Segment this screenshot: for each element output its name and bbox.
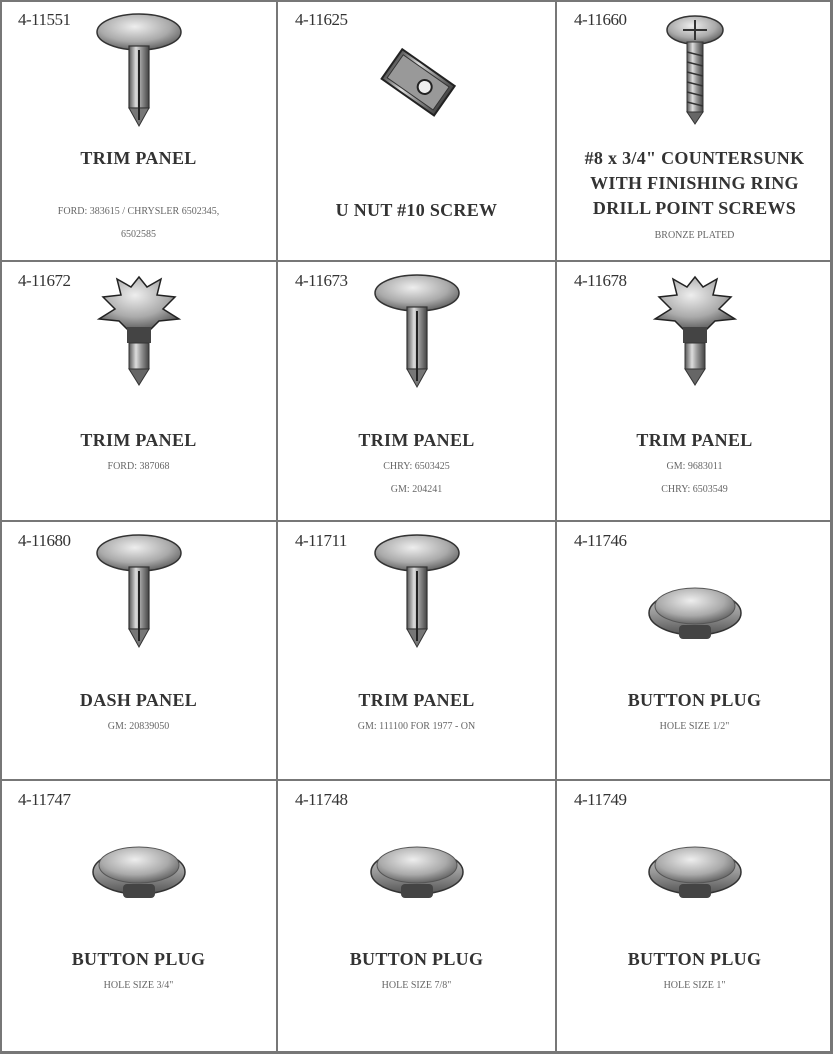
- catalog-item-4-11672: [0, 261, 277, 521]
- part-title: TRIM PANEL: [80, 430, 197, 450]
- part-note: GM: 111100 FOR 1977 - ON: [357, 721, 476, 732]
- catalog-item-4-11746: [556, 521, 833, 780]
- part-note: BRONZE PLATED: [654, 230, 735, 241]
- catalog-item-4-11551: [0, 0, 277, 261]
- part-number: 4-11746: [574, 531, 627, 550]
- part-title: TRIM PANEL: [358, 690, 475, 710]
- catalog-item-4-11678: [556, 261, 833, 521]
- part-number: 4-11551: [18, 10, 71, 29]
- countersunk-screw-icon: [645, 8, 745, 133]
- part-number: 4-11747: [18, 790, 71, 809]
- christmas-tree-clip-icon: [645, 269, 745, 394]
- part-title: BUTTON PLUG: [627, 690, 762, 710]
- part-number: 4-11749: [574, 790, 627, 809]
- button-plug-icon: [645, 551, 745, 676]
- part-note: GM: 204241: [390, 484, 443, 495]
- part-note: HOLE SIZE 1/2": [659, 721, 730, 732]
- part-title: #8 x 3/4" COUNTERSUNK WITH FINISHING RING DRILL POINT SCREWS: [584, 148, 805, 218]
- catalog-item-4-11747: [0, 780, 277, 1052]
- part-title: TRIM PANEL: [358, 430, 475, 450]
- part-note: HOLE SIZE 7/8": [381, 980, 452, 991]
- part-title: U NUT #10 SCREW: [335, 200, 498, 220]
- catalog-item-4-11749: [556, 780, 833, 1052]
- button-plug-icon: [645, 810, 745, 935]
- trim-panel-fastener-icon: [367, 269, 467, 394]
- button-plug-icon: [89, 810, 189, 935]
- catalog-item-4-11680: [0, 521, 277, 780]
- part-number: 4-11678: [574, 271, 627, 290]
- part-title: TRIM PANEL: [636, 430, 753, 450]
- part-number: 4-11660: [574, 10, 627, 29]
- christmas-tree-clip-icon: [89, 269, 189, 394]
- u-nut-icon: [367, 24, 467, 149]
- part-number: 4-11672: [18, 271, 71, 290]
- catalog-item-4-11660: [556, 0, 833, 261]
- part-title: BUTTON PLUG: [71, 949, 206, 969]
- part-note: FORD: 387068: [107, 461, 170, 472]
- part-number: 4-11673: [295, 271, 348, 290]
- button-plug-icon: [367, 810, 467, 935]
- trim-panel-fastener-icon: [89, 529, 189, 654]
- part-number: 4-11711: [295, 531, 347, 550]
- trim-panel-fastener-icon: [89, 8, 189, 133]
- part-number: 4-11625: [295, 10, 348, 29]
- part-note: CHRY: 6503549: [661, 484, 728, 495]
- part-number: 4-11680: [18, 531, 71, 550]
- part-note: HOLE SIZE 1": [663, 980, 726, 991]
- catalog-item-4-11748: [277, 780, 556, 1052]
- trim-panel-fastener-icon: [367, 529, 467, 654]
- part-note: GM: 20839050: [107, 721, 170, 732]
- part-note: 6502585: [121, 229, 156, 240]
- part-note: GM: 9683011: [666, 461, 723, 472]
- catalog-item-4-11673: [277, 261, 556, 521]
- catalog-item-4-11625: [277, 0, 556, 261]
- part-title: DASH PANEL: [79, 690, 198, 710]
- part-title: BUTTON PLUG: [349, 949, 484, 969]
- part-note: FORD: 383615 / CHRYSLER 6502345,: [57, 206, 220, 217]
- catalog-item-4-11711: [277, 521, 556, 780]
- part-title: TRIM PANEL: [80, 148, 197, 168]
- part-title: BUTTON PLUG: [627, 949, 762, 969]
- part-number: 4-11748: [295, 790, 348, 809]
- part-note: CHRY: 6503425: [383, 461, 450, 472]
- part-note: HOLE SIZE 3/4": [103, 980, 174, 991]
